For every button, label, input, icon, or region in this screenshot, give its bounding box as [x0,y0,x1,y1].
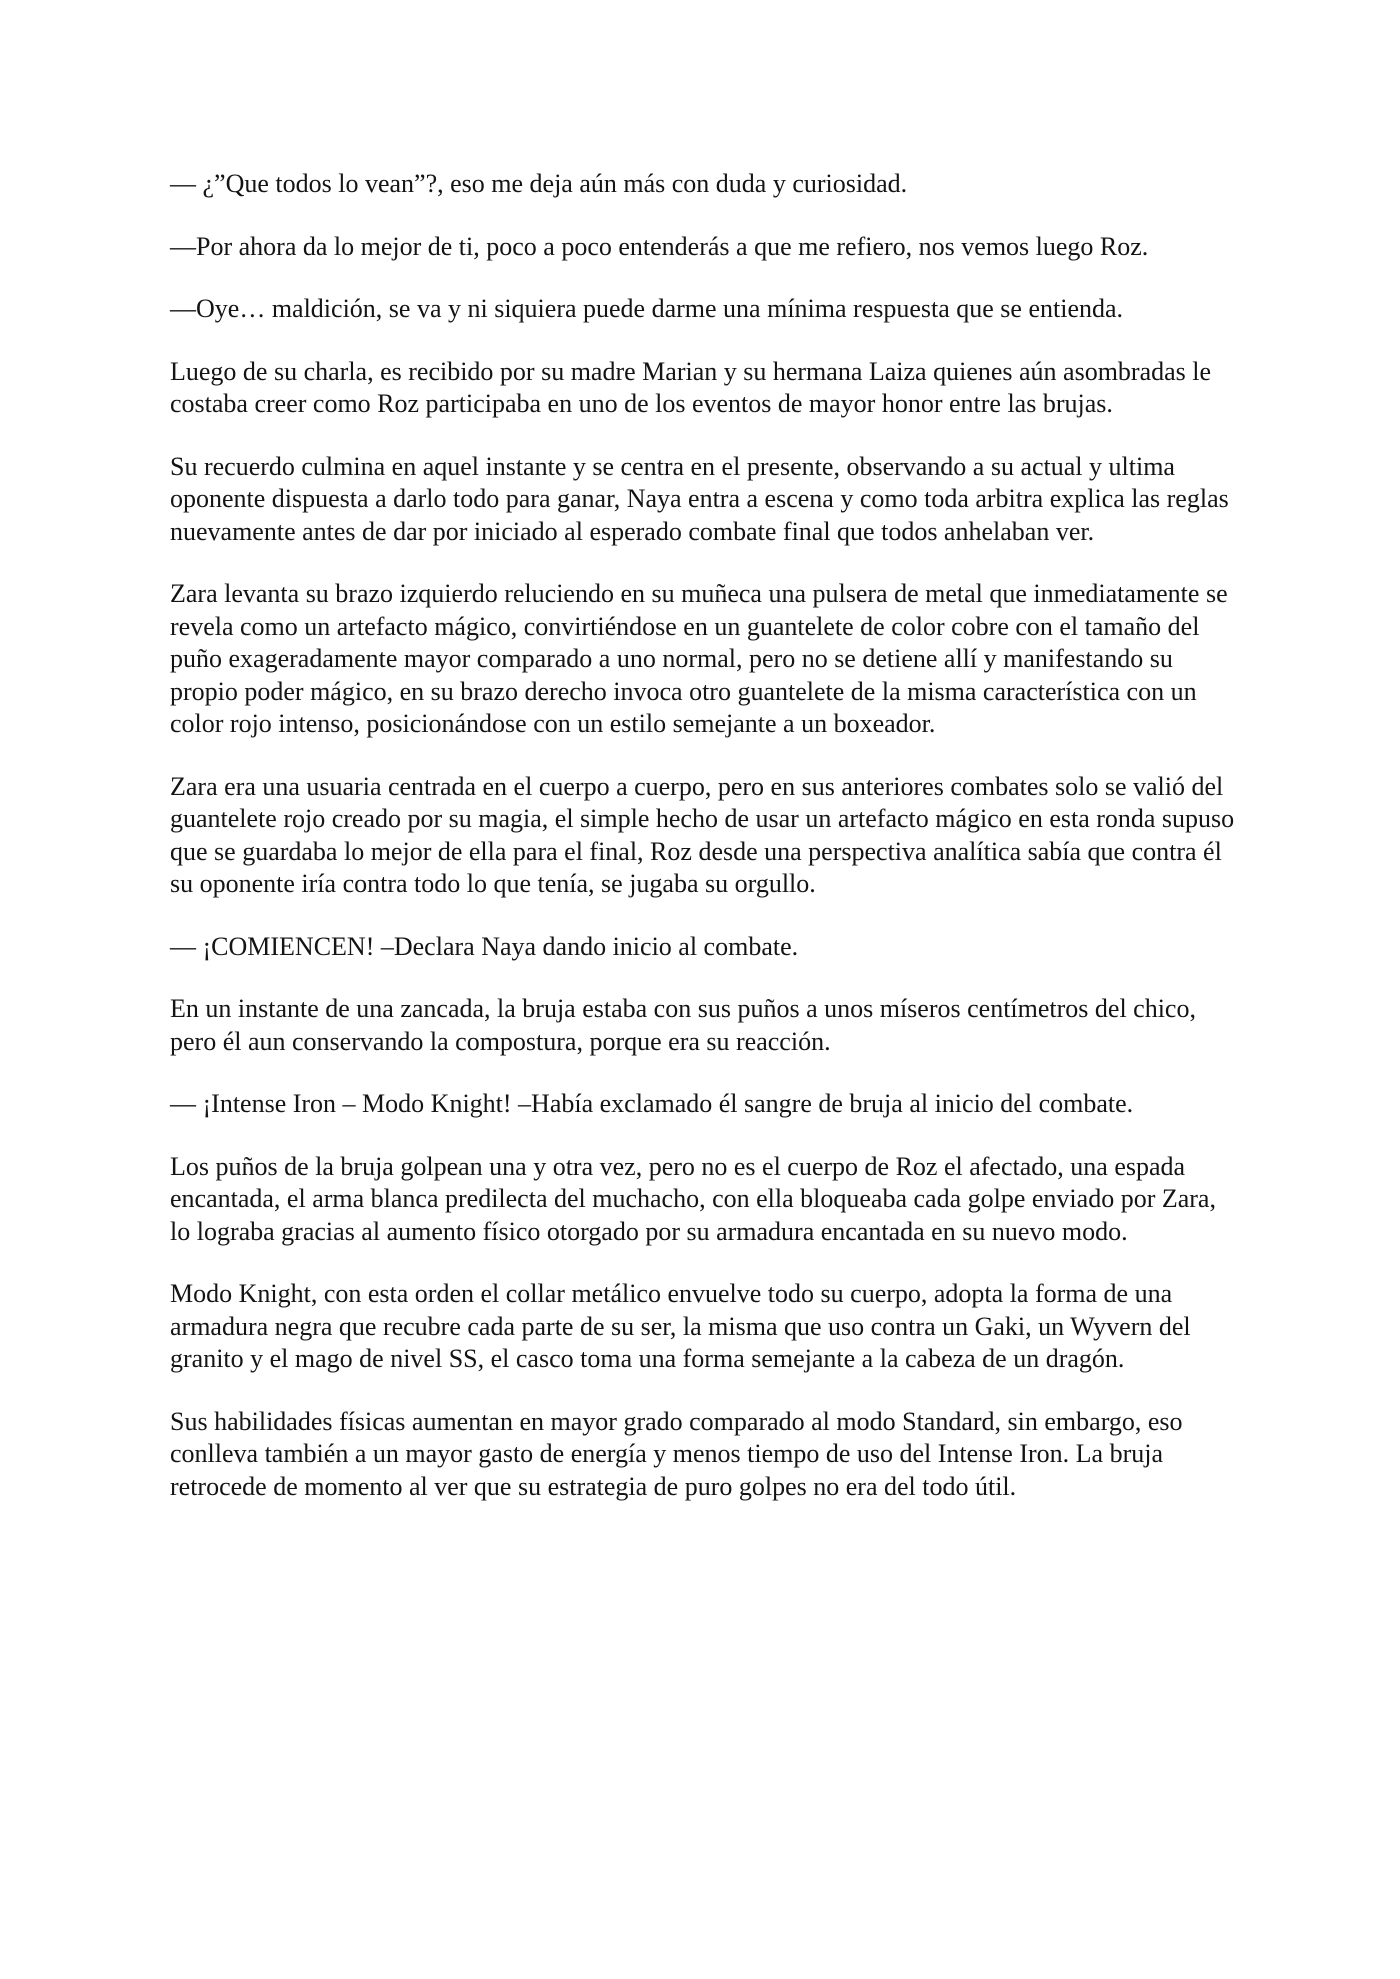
narrative-paragraph: Modo Knight, con esta orden el collar metálico envuelve todo su cuerpo, adopta la forma de una armadura negra que recubre cada parte de su ser, la misma que uso contra un Gaki, un Wyvern del granito y el mago de nivel SS, el casco toma una forma semejante a la cabeza de un dragón. [170,1279,1191,1373]
narrative-paragraph: Luego de su charla, es recibido por su madre Marian y su hermana Laiza quienes aún asombradas le costaba creer como Roz participaba en uno de los eventos de mayor honor entre las brujas. [170,356,1212,418]
dialogue-paragraph: — ¿”Que todos lo vean”?, eso me deja aún más con duda y curiosidad. [170,169,908,198]
narrative-paragraph: Los puños de la bruja golpean una y otra vez, pero no es el cuerpo de Roz el afectado, una espada encantada, el arma blanca predilecta del muchacho, con ella bloqueaba cada golpe enviado por Zara, lo lograba gracias al aumento físico otorgado por su armadura encantada en su nuevo modo. [170,1151,1216,1246]
narrative-paragraph: Su recuerdo culmina en aquel instante y se centra en el presente, observando a su actual y ultima oponente dispuesta a darlo todo para ganar, Naya entra a escena y como toda arbitra explica las reglas nuevamente antes de dar por iniciado al esperado combate final que todos anhelaban ver. [170,451,1229,546]
dialogue-paragraph: —Oye… maldición, se va y ni siquiera puede darme una mínima respuesta que se entienda. [170,294,1124,323]
dialogue-paragraph: — ¡COMIENCEN! –Declara Naya dando inicio al combate. [170,931,799,961]
narrative-paragraph: Sus habilidades físicas aumentan en mayor grado comparado al modo Standard, sin embargo, eso conlleva también a un mayor gasto de energía y menos tiempo de uso del Intense Iron. La bruja retrocede de momento al ver que su estrategia de puro golpes no era del todo útil. [170,1406,1183,1501]
narrative-paragraph: Zara levanta su brazo izquierdo reluciendo en su muñeca una pulsera de metal que inmediatamente se revela como un artefacto mágico, convirtiéndose en un guantelete de color cobre con el tamaño del puño exageradamente mayor comparado a uno normal, pero no se detiene allí y manifestando su propio poder mágico, en su brazo derecho invoca otro guantelete de la misma característica con un color rojo intenso, posicionándose con un estilo semejante a un boxeador. [170,579,1228,738]
dialogue-paragraph: — ¡Intense Iron – Modo Knight! –Había exclamado él sangre de bruja al inicio del combate. [170,1089,1134,1118]
document-body [170,168,1240,1533]
dialogue-paragraph: —Por ahora da lo mejor de ti, poco a poco entenderás a que me refiero, nos vemos luego Roz. [170,231,1149,261]
narrative-paragraph: Zara era una usuaria centrada en el cuerpo a cuerpo, pero en sus anteriores combates solo se valió del guantelete rojo creado por su magia, el simple hecho de usar un artefacto mágico en esta ronda supuso que se guardaba lo mejor de ella para el final, Roz desde una perspectiva analítica sabía que contra él su oponente iría contra todo lo que tenía, se jugaba su orgullo. [170,771,1235,898]
narrative-paragraph: En un instante de una zancada, la bruja estaba con sus puños a unos míseros centímetros del chico, pero él aun conservando la compostura, porque era su reacción. [170,994,1196,1056]
